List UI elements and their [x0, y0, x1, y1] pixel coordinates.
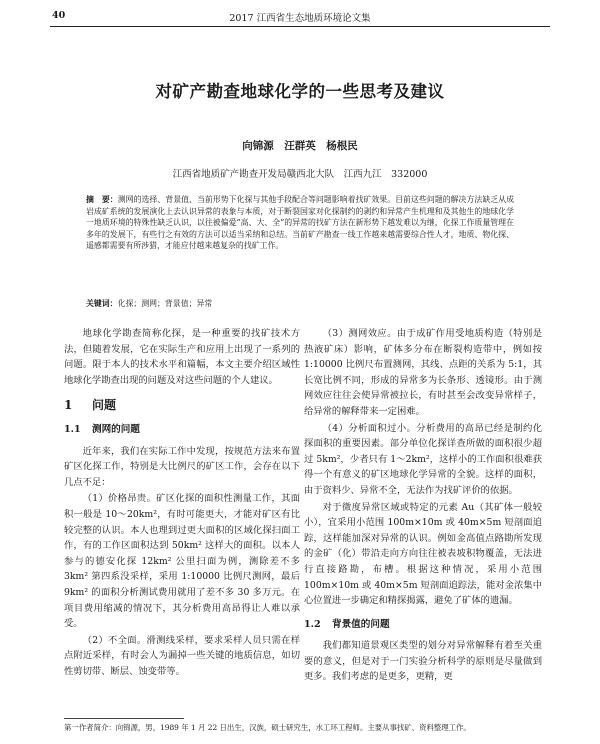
body-paragraph: （3）测网效应。由于成矿作用受地质构造（特别是热液矿床）影响，矿体多分布在断裂构造带中，例如按 1:10000 比例尺布置测网，其线、点距的关系为 5:1，其长宽比例不同，形成的异常多为长条形、透镜形。由于测网效应往往会使异常被拉长，有时甚至会改变异常样子，给异常的解释带来一定困难。 — [304, 328, 542, 417]
author-list: 向锦源 汪群英 杨根民 — [242, 140, 358, 152]
section-title: 问题 — [92, 398, 117, 413]
subsection-heading-1-2 — [304, 617, 542, 633]
body-paragraph: （4）分析面积过小。分析费用的高昂已经是制约化探面积的重要因素。部分单位化探详查所做的面积很少超过 5km²，少者只有 1～2km²，这样小的工作面积很难获得一个有意义的矿区地球化学异常的全貌。这样的面积，由于资料少、异常不全，无法作为找矿评价的依据。 — [304, 422, 542, 496]
intro-paragraph: 地球化学勘查简称化探，是一种重要的找矿技术方法，但随着发展，它在实际生产和应用上出现了一系列的问题。限于本人的技术水平和篇幅，本文主要介绍区域性地球化学勘查出现的问题及对这些问题的个人建议。 — [64, 328, 300, 386]
body-paragraph: 对于微度异常区域或特定的元素 Au（其矿体一般较小），宜采用小范围 100m×10m 或 40m×5m 短剖面追踪，这样能加深对异常的认识。例如金高值点路勘所发现的金矿（化）带沿走向方向往往被表坡积物覆盖，无法进行直接路勘，布槽。根据这种情况，采用小范围 100m×10m 或 40m×5m 短剖面追踪法，能对金浓集中心位置进一步确定和精探揭露，避免了矿体的遗漏。 — [304, 501, 542, 607]
body-paragraph: （2）不全面。滑测线采样，要求采样人员只需在样点附近采样，有时会人为漏掉一些关键的地质信息，如切性剪切带、断层、蚀变带等。 — [64, 634, 300, 677]
left-column — [64, 326, 300, 680]
section-number: 1 — [64, 398, 73, 413]
keywords-text: 化探；测网；背景值；异常 — [117, 299, 213, 308]
subsection-title: 背景值的问题 — [332, 618, 390, 630]
section-heading-1 — [64, 398, 300, 414]
abstract-text: 测网的选择、背景值、当前形势下化探与其他手段配合等问题影响着找矿效果。目前这些问题的解决方法缺乏从成岩成矿系统的发展演化上去认识异常的表象与本质，对于断裂国家对化探制约的剥约和异常产生机理和及其他生的地球化学一地质环境的特殊性缺乏认识，以往被偏爱“高、大、全”的异常的找矿方法在新形势下越发难以为继，化探工作质量管理在多年的发展下，有些行之有效的方法可以适当采纳和总结。当前矿产勘查一线工作越来越需要综合性人才，地质、物化探、遥感都需要有所涉猎，才能应付越来越复杂的找矿工作。 — [86, 195, 514, 251]
abstract-label: 摘 要： — [86, 195, 118, 204]
journal-title: 2017 江西省生态地质环境论文集 — [229, 13, 371, 24]
subsection-number: 1.1 — [64, 423, 81, 435]
abstract — [86, 194, 514, 252]
page-number: 40 — [52, 10, 66, 21]
footnote — [64, 718, 471, 733]
right-column — [304, 326, 542, 686]
subsection-title: 测网的问题 — [92, 423, 140, 435]
footnote-text: 第一作者简介：向锦源，男，1989 年 1 月 22 日出生，汉族，硕士研究生，水工环工程师。主要从事找矿、资料整理工作。 — [64, 723, 471, 732]
affiliation: 江西省地质矿产勘查开发局赣西北大队 江西九江 332000 — [172, 169, 428, 180]
body-paragraph: 我们都知道景观区类型的划分对异常解释有着至关重要的意义，但是对于一门实验分析科学的原则是尽量做到更多。我们考虑的是更多，更精，更 — [304, 640, 542, 683]
subsection-number: 1.2 — [304, 618, 321, 630]
keywords-label: 关键词： — [86, 299, 118, 308]
running-header — [50, 10, 550, 27]
body-paragraph: 近年来，我们在实际工作中发现，按规范方法来布置矿区化探工作，特别是大比例尺的矿区工作，会存在以下几点不足： — [64, 445, 300, 488]
body-paragraph: （1）价格昂贵。矿区化探的面积性测量工作，其面积一般是 10～20km²，有时可能更大，才能对矿区有比较完整的认识。本人也理到过更大面积的区域化探扫面工作，有的工作区面积达到 50km² 这样大的面积。以本人参与的德安化探 12km² 公里扫面为例，测除差不多 3km² 第四系没采样，采用 1:10000 比例尺测网，最后 9km² 的面积分析测试费用就用了差不多 30 多万元。在项目费用缩减的情况下，其分析费用高昂得让人难以承受。 — [64, 493, 300, 630]
paper-title: 对矿产勘查地球化学的一些思考及建议 — [155, 82, 445, 101]
subsection-heading-1-1 — [64, 422, 300, 438]
keywords — [86, 298, 514, 309]
